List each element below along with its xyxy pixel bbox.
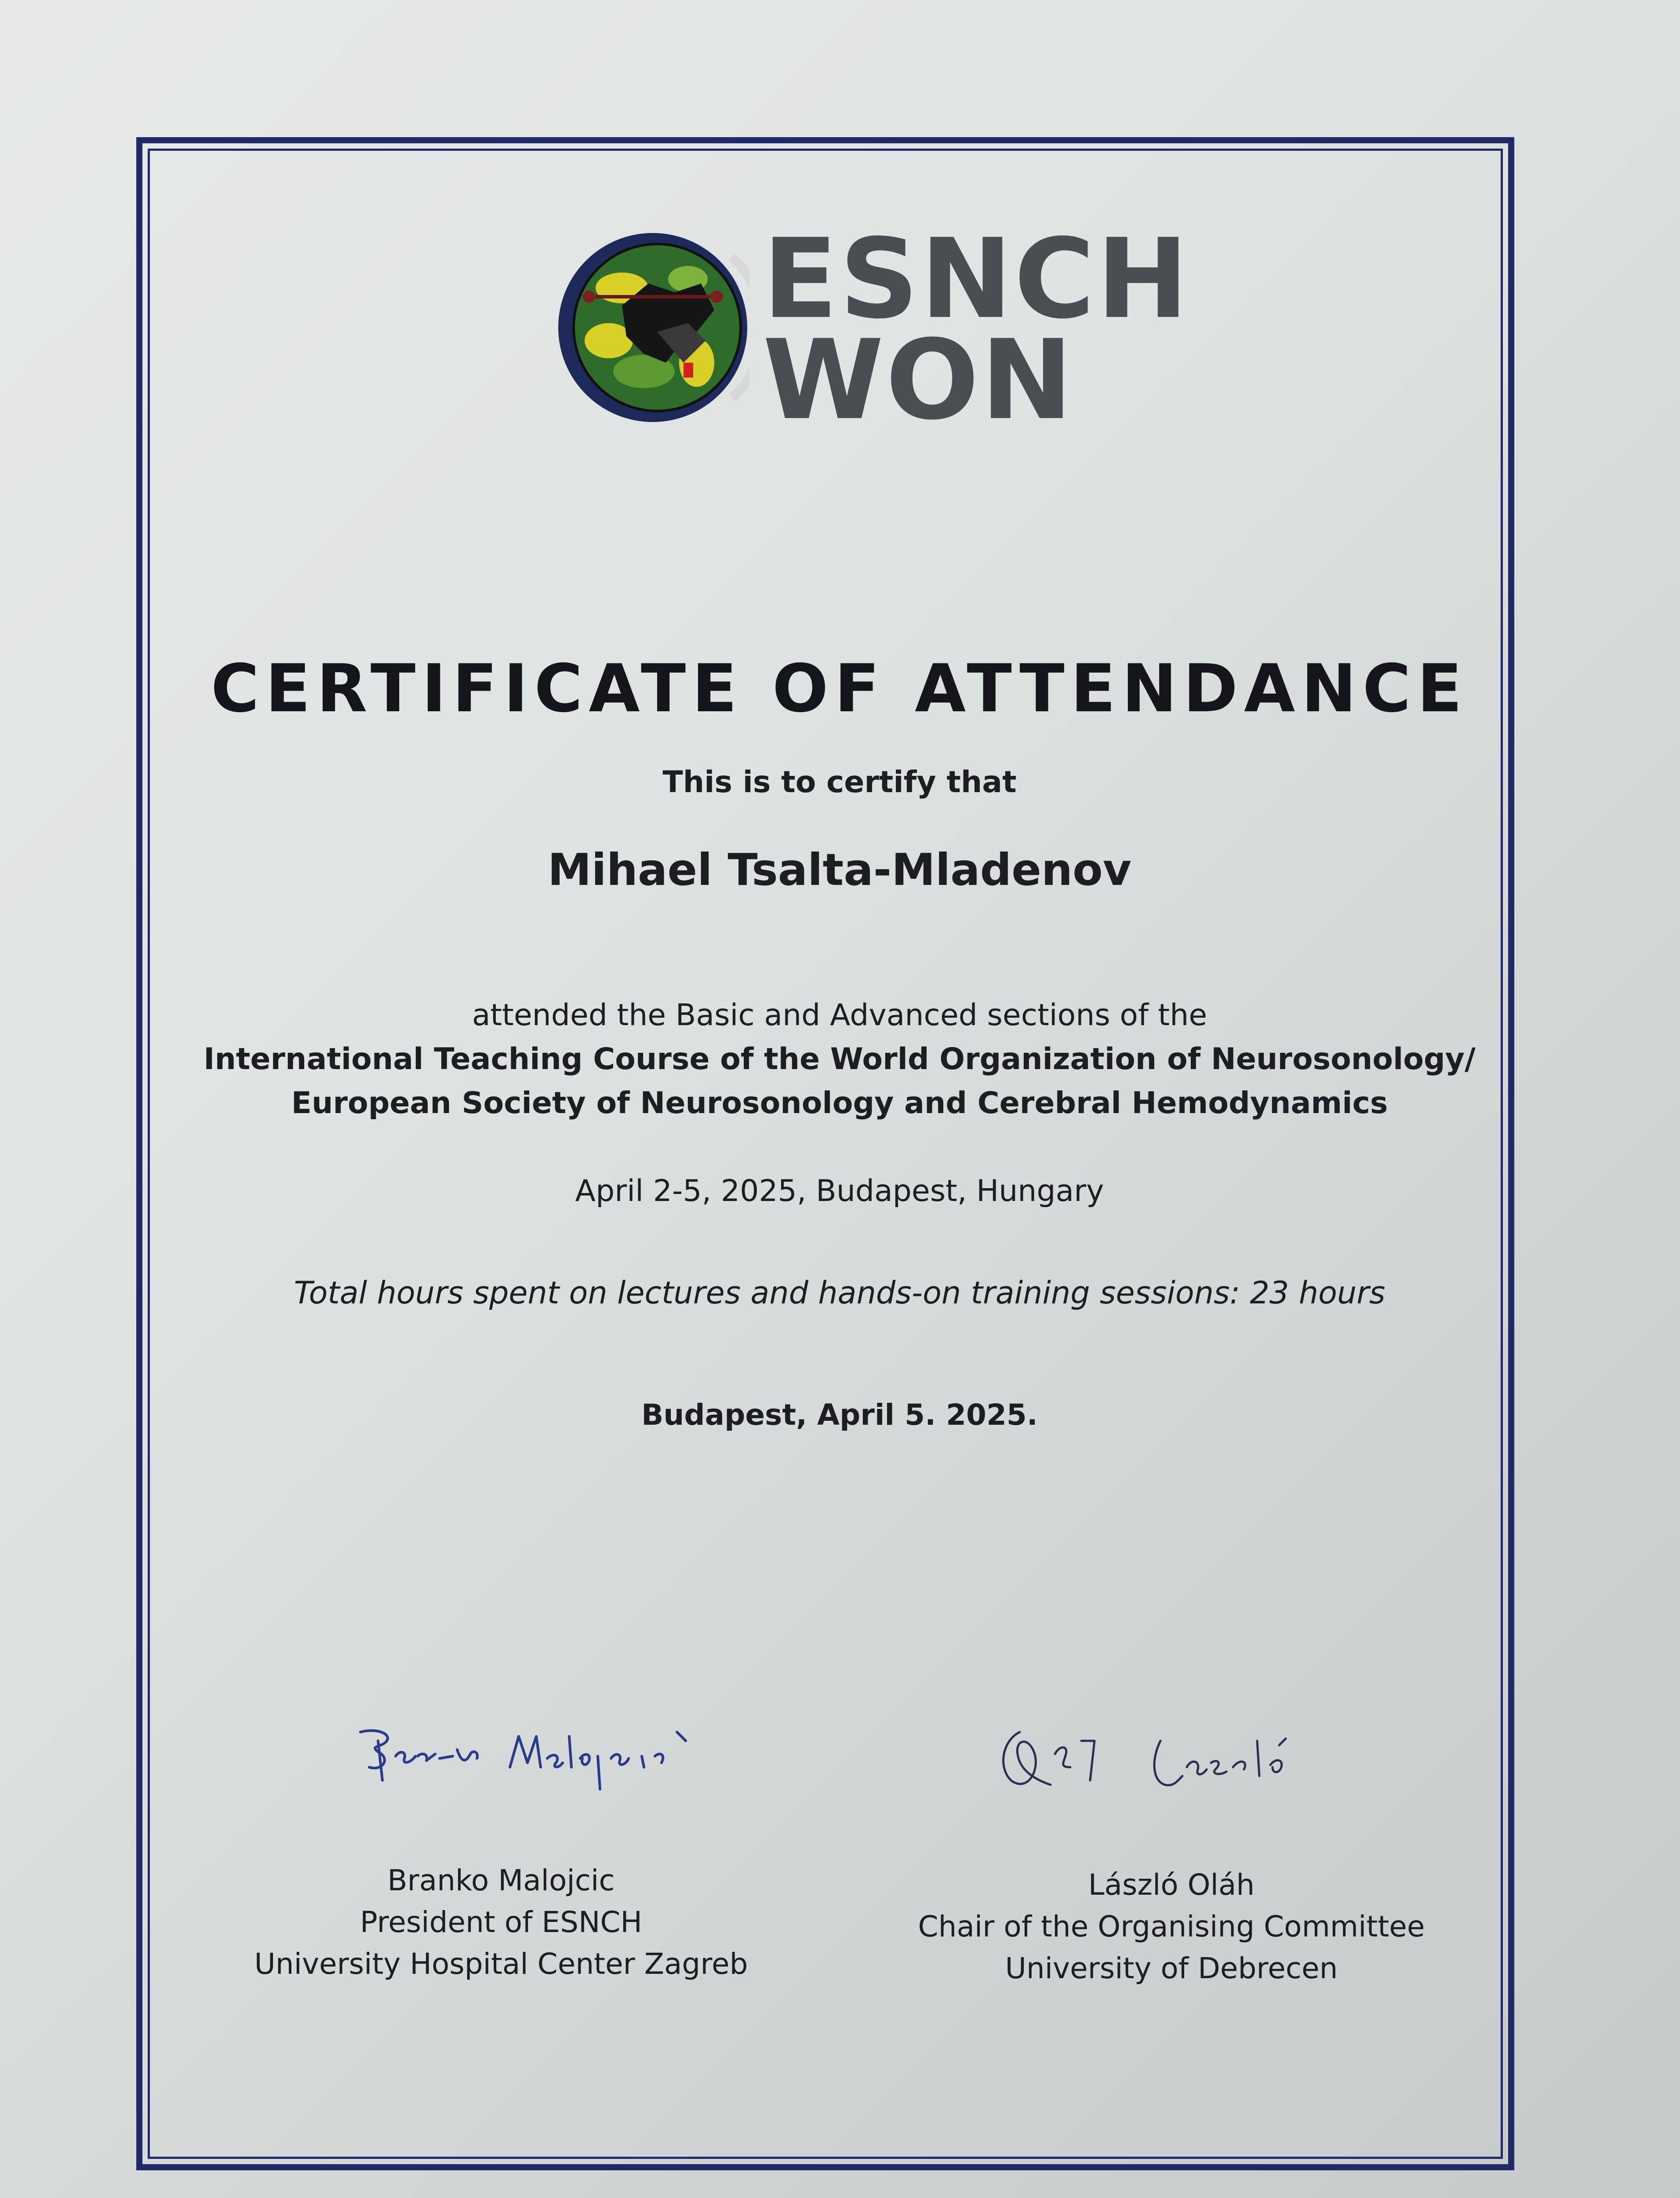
signatory-role: President of ESNCH <box>360 1905 643 1939</box>
signature-laszlo-olah <box>993 1714 1327 1807</box>
esnch-won-logo <box>556 215 1190 444</box>
signatory-name: Branko Malojcic <box>387 1863 615 1897</box>
recipient-name: Mihael Tsalta-Mladenov <box>547 844 1132 895</box>
logo-line-won: WON <box>763 316 1075 444</box>
signature-branko-malojcic <box>352 1714 703 1802</box>
certificate-title: CERTIFICATE OF ATTENDANCE <box>211 651 1469 727</box>
signatory-institution: University Hospital Center Zagreb <box>254 1947 748 1981</box>
signatory-role: Chair of the Organising Committee <box>918 1910 1425 1943</box>
course-name-line-1: International Teaching Course of the World Organization of Neurosonology/ <box>204 1042 1476 1077</box>
logo-line-esnch: ESNCH <box>763 215 1190 343</box>
signatory-name: László Oláh <box>1088 1868 1255 1902</box>
dates-location: April 2-5, 2025, Budapest, Hungary <box>575 1174 1104 1208</box>
logo-wordmark <box>763 215 1190 444</box>
signatory-institution: University of Debrecen <box>1005 1951 1338 1985</box>
total-hours: Total hours spent on lectures and hands-on training sessions: 23 hours <box>294 1275 1385 1311</box>
certify-line: This is to certify that <box>662 765 1017 800</box>
course-name-line-2: European Society of Neurosonology and Cerebral Hemodynamics <box>291 1086 1388 1121</box>
globe-emblem-icon <box>556 231 749 424</box>
signatory-left <box>215 1860 787 1985</box>
signatory-right <box>886 1864 1457 1989</box>
inner-border <box>148 149 1503 2159</box>
attended-line: attended the Basic and Advanced sections of the <box>472 998 1207 1033</box>
issued-place-date: Budapest, April 5. 2025. <box>641 1398 1038 1432</box>
